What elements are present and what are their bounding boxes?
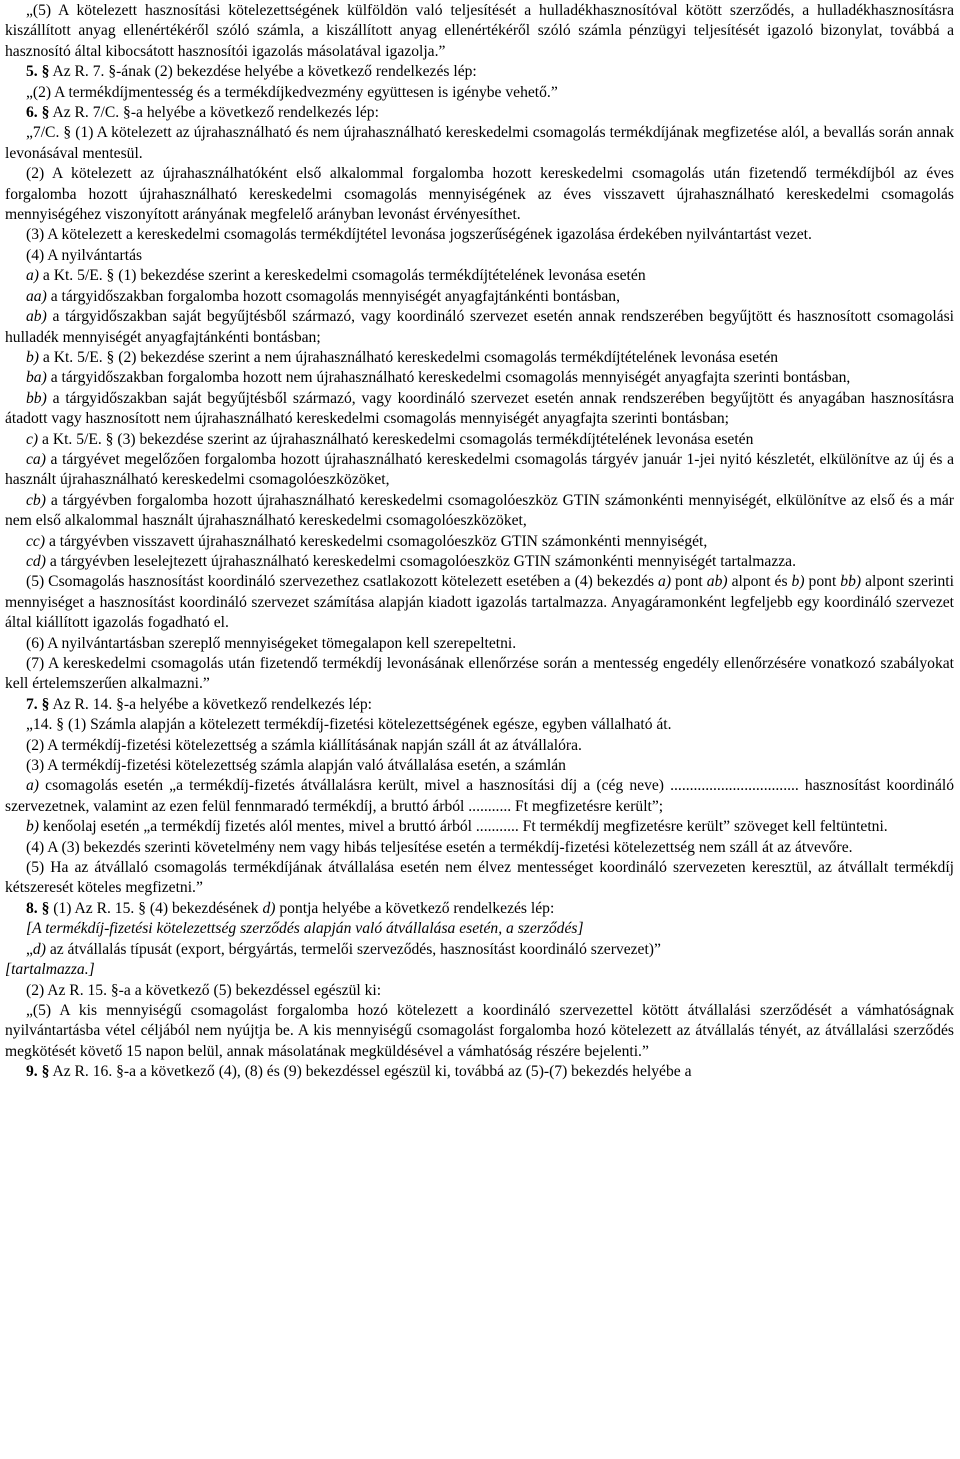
paragraph-text: a tárgyévben visszavett újrahasználható kereskedelmi csomagolóeszköz GTIN számonkénti mennyiségét, xyxy=(45,532,708,550)
paragraph-text: Az R. 14. §-a helyébe a következő rendelkezés lép: xyxy=(49,695,372,713)
paragraph-text: cc) xyxy=(26,532,46,550)
paragraph-text: „(2) A termékdíjmentesség és a termékdíjkedvezmény együttesen is igénybe vehető.” xyxy=(26,83,558,101)
paragraph-text: ca) xyxy=(26,450,46,468)
paragraph xyxy=(5,981,954,1001)
paragraph-text: (3) A termékdíj-fizetési kötelezettség számla alapján való átvállalása esetén, a számlán xyxy=(26,757,566,775)
paragraph-text: a) xyxy=(26,777,39,795)
paragraph-text: a tárgyidőszakban saját begyűjtésből származó, vagy koordináló szervezet esetén annak rendszerében begyűjtött és hasznosított csomagolási hulladék mennyiségét anyagfajtánkénti bontásban; xyxy=(5,308,954,346)
paragraph-text: (2) A kötelezett az újrahasználhatóként első alkalommal forgalomba hozott kereskedelmi csomagolás után fizetendő termékdíjból az éves forgalomba hozott újrahasználható kereskedelmi csomagolás mennyiségének az éves visszavett újrahasználható kereskedelmi csomagolás mennyiségéhez viszonyított arányának megfelelő arányban levonást érvényesíthet. xyxy=(5,165,954,224)
paragraph xyxy=(5,266,954,286)
paragraph-text: ba) xyxy=(26,369,47,387)
paragraph-text: Az R. 7. §-ának (2) bekezdése helyébe a következő rendelkezés lép: xyxy=(49,63,477,81)
paragraph-text: pont xyxy=(671,573,707,591)
paragraph xyxy=(5,899,954,919)
paragraph-text: Az R. 16. §-a a következő (4), (8) és (9) bekezdéssel egészül ki, továbbá az (5)-(7) bekezdés helyébe a xyxy=(49,1063,692,1081)
paragraph-text: b) xyxy=(791,573,805,591)
paragraph-text: cb) xyxy=(26,491,46,509)
paragraph-text: 9. xyxy=(26,1063,38,1081)
paragraph-text: § xyxy=(41,63,50,81)
paragraph-text: cd) xyxy=(26,552,46,570)
paragraph-text: ab) xyxy=(26,308,47,326)
paragraph-text: § xyxy=(41,104,50,122)
paragraph-text: [tartalmazza.] xyxy=(5,961,95,979)
paragraph-text: a) xyxy=(658,573,672,591)
paragraph xyxy=(5,225,954,245)
paragraph xyxy=(5,368,954,388)
paragraph-text: a tárgyévet megelőzően forgalomba hozott újrahasználható kereskedelmi csomagolás tárgyév január 1-jei nyitó készletét, elkülönítve az új és a használt újrahasználható kereskedelmi csomagolóeszközöket, xyxy=(5,450,954,489)
paragraph-text: 8. xyxy=(26,899,38,917)
paragraph xyxy=(5,695,954,715)
paragraph-text: (3) A kötelezett a kereskedelmi csomagolás termékdíjtétel levonása jogszerűségének igazolása érdekében nyilvántartást vezet. xyxy=(26,226,812,244)
paragraph xyxy=(5,1,954,62)
paragraph-text: a tárgyidőszakban saját begyűjtésből származó, vagy koordináló szervezet esetén annak rendszerében begyűjtött és anyagában hasznosításra átadott vagy hasznosított nem újrahasználható kereskedelmi csomagolás mennyiségét anyagfajta szerinti bontásban; xyxy=(5,389,954,428)
paragraph xyxy=(5,287,954,307)
paragraph xyxy=(5,654,954,695)
paragraph xyxy=(5,164,954,225)
paragraph xyxy=(5,736,954,756)
paragraph-text: § xyxy=(41,899,50,917)
paragraph-text: a Kt. 5/E. § (2) bekezdése szerint a nem újrahasználható kereskedelmi csomagolás termékdíjtételének levonása esetén xyxy=(39,348,779,366)
paragraph-text: d) xyxy=(262,899,276,917)
paragraph-text: bb) xyxy=(26,389,47,407)
paragraph xyxy=(5,491,954,532)
paragraph-text: az átvállalás típusát (export, bérgyártás, termelői szerveződés, hasznosítást koordináló szervezet)” xyxy=(45,940,661,958)
paragraph xyxy=(5,1001,954,1062)
paragraph-text: a tárgyidőszakban forgalomba hozott nem újrahasználható kereskedelmi csomagolás mennyiségét anyagfajta szerinti bontásban, xyxy=(46,369,851,387)
paragraph-text: (4) A nyilvántartás xyxy=(26,246,143,264)
paragraph xyxy=(5,756,954,776)
paragraph-text: kenőolaj esetén „a termékdíj fizetés alól mentes, mivel a bruttó árból ........... Ft termékdíj megfizetésre került” szöveget kell feltüntetni. xyxy=(39,818,888,836)
paragraph-text: 7. xyxy=(26,695,38,713)
paragraph-text: § xyxy=(41,695,50,713)
paragraph xyxy=(5,776,954,817)
paragraph-text: [A termékdíj-fizetési kötelezettség szerződés alapján való átvállalása esetén, a szerződés] xyxy=(26,920,584,938)
paragraph-text: (5) Ha az átvállaló csomagolás termékdíjának átvállalása esetén nem élvez mentességet koordináló szervezeten keresztül, az átvállalt termékdíj kétszeresét köteles megfizetni.” xyxy=(5,859,954,897)
paragraph-text: 5. xyxy=(26,63,38,81)
paragraph-text: b) xyxy=(26,348,39,366)
paragraph xyxy=(5,838,954,858)
paragraph-text: a tárgyévben forgalomba hozott újrahasználható kereskedelmi csomagolóeszköz GTIN számonkénti mennyiségét, elkülönítve az első és a már nem első alkalommal használt újrahasználható kereskedelmi csomagolóeszközöket, xyxy=(5,491,954,530)
paragraph-text: (6) A nyilvántartásban szereplő mennyiségeket tömegalapon kell szerepeltetni. xyxy=(26,634,517,652)
paragraph-text: § xyxy=(41,1063,50,1081)
paragraph xyxy=(5,123,954,164)
paragraph-text: a Kt. 5/E. § (1) bekezdése szerint a kereskedelmi csomagolás termékdíjtételének levonása esetén xyxy=(39,267,646,285)
paragraph xyxy=(5,634,954,654)
paragraph-text: 6. xyxy=(26,104,38,122)
paragraph xyxy=(5,532,954,552)
paragraph xyxy=(5,919,954,939)
paragraph-text: a Kt. 5/E. § (3) bekezdése szerint az újrahasználható kereskedelmi csomagolás termékdíjtételének levonása esetén xyxy=(38,430,754,448)
paragraph-text: alpont szerinti mennyiséget a hasznosítást koordináló szervezet számítása alapján kiadott igazolás tartalmazza. Anyagáramonként legfeljebb egy koordináló szervezet által kiállított igazolás fogadható el. xyxy=(5,573,954,632)
paragraph-text: ab) xyxy=(706,573,728,591)
paragraph-text: (5) Csomagolás hasznosítást koordináló szervezethez csatlakozott kötelezett esetében a (4) bekezdés xyxy=(26,573,659,591)
paragraph-text: aa) xyxy=(26,287,47,305)
paragraph-text: a tárgyidőszakban forgalomba hozott csomagolás mennyiségét anyagfajtánkénti bontásban, xyxy=(46,287,620,305)
paragraph-text: Az R. 7/C. §-a helyébe a következő rendelkezés lép: xyxy=(49,104,379,122)
paragraph xyxy=(5,715,954,735)
paragraph-text: (7) A kereskedelmi csomagolás után fizetendő termékdíj levonásának ellenőrzése során a mentesség engedély ellenőrzésére vonatkozó szabályokat kell értelemszerűen alkalmazni.” xyxy=(5,655,954,693)
paragraph xyxy=(5,858,954,899)
paragraph-text: (2) A termékdíj-fizetési kötelezettség a számla kiállításának napján száll át az átvállalóra. xyxy=(26,736,582,754)
paragraph-text: pont xyxy=(804,573,841,591)
paragraph-text: a) xyxy=(26,267,39,285)
paragraph-text: (2) Az R. 15. §-a a következő (5) bekezdéssel egészül ki: xyxy=(26,981,382,999)
paragraph xyxy=(5,817,954,837)
paragraph-text: „14. § (1) Számla alapján a kötelezett termékdíj-fizetési kötelezettségének egésze, egyben vállalható át. xyxy=(26,716,672,734)
paragraph-text: b) xyxy=(26,818,39,836)
paragraph-text: a tárgyévben leselejtezett újrahasználható kereskedelmi csomagolóeszköz GTIN számonkénti mennyiségét tartalmazza. xyxy=(45,552,796,570)
paragraph xyxy=(5,450,954,491)
paragraph-text: c) xyxy=(26,430,39,448)
paragraph xyxy=(5,572,954,633)
paragraph-text: pontja helyébe a következő rendelkezés lép: xyxy=(275,899,555,917)
paragraph-text: „7/C. § (1) A kötelezett az újrahasználható és nem újrahasználható kereskedelmi csomagolás termékdíjának megfizetése alól, a bevallás során annak levonásával mentesül. xyxy=(5,124,954,162)
paragraph-text: d) xyxy=(32,940,46,958)
paragraph xyxy=(5,348,954,368)
paragraph-text: „(5) A kis mennyiségű csomagolást forgalomba hozó kötelezett a koordináló szervezettel kötött átvállalási szerződését a vámhatóságnak nyilvántartásba vétel céljából nem nyújtja be. A kis mennyiségű csomagolást forgalomba hozó kötelezett az átvállalás tényét, az átvállalási szerződés megkötését követő 15 napon belül, annak másolatának megküldésével a vámhatóság részére bejelenti.” xyxy=(5,1001,954,1060)
paragraph xyxy=(5,552,954,572)
paragraph xyxy=(5,246,954,266)
paragraph xyxy=(5,960,954,980)
paragraph xyxy=(5,103,954,123)
paragraph xyxy=(5,83,954,103)
paragraph-text: alpont és xyxy=(727,573,792,591)
paragraph-text: „ xyxy=(26,940,33,958)
paragraph xyxy=(5,1062,954,1082)
paragraph xyxy=(5,307,954,348)
paragraph-text: (1) Az R. 15. § (4) bekezdésének xyxy=(49,899,263,917)
paragraph-text: „(5) A kötelezett hasznosítási kötelezettségének külföldön való teljesítését a hulladékhasznosítóval kötött szerződés, a hulladékhasznosításra kiszállított anyag ellenértékéről szóló számla, a kiszállított anyag ellenértékéről szóló számla pénzügyi teljesítését igazoló bizonylat, továbbá a hasznosító által kibocsátott hasznosítói igazolás másolatával igazolja.” xyxy=(5,2,954,60)
paragraph-text: (4) A (3) bekezdés szerinti követelmény nem vagy hibás teljesítése esetén a termékdíj-fizetési kötelezettség nem száll át az átvevőre. xyxy=(26,838,853,856)
paragraph xyxy=(5,389,954,430)
paragraph-text: bb) xyxy=(840,573,862,591)
paragraph-text: csomagolás esetén „a termékdíj-fizetés átvállalásra került, mivel a hasznosítási díj a (cég neve) ................................. hasznosítást koordináló szervezetnek, valamint az ezen felül fennmaradó termékdíj, a bruttó árból ........... Ft megfizetésre került”; xyxy=(5,777,954,815)
paragraph xyxy=(5,62,954,82)
paragraph xyxy=(5,940,954,960)
paragraph xyxy=(5,430,954,450)
